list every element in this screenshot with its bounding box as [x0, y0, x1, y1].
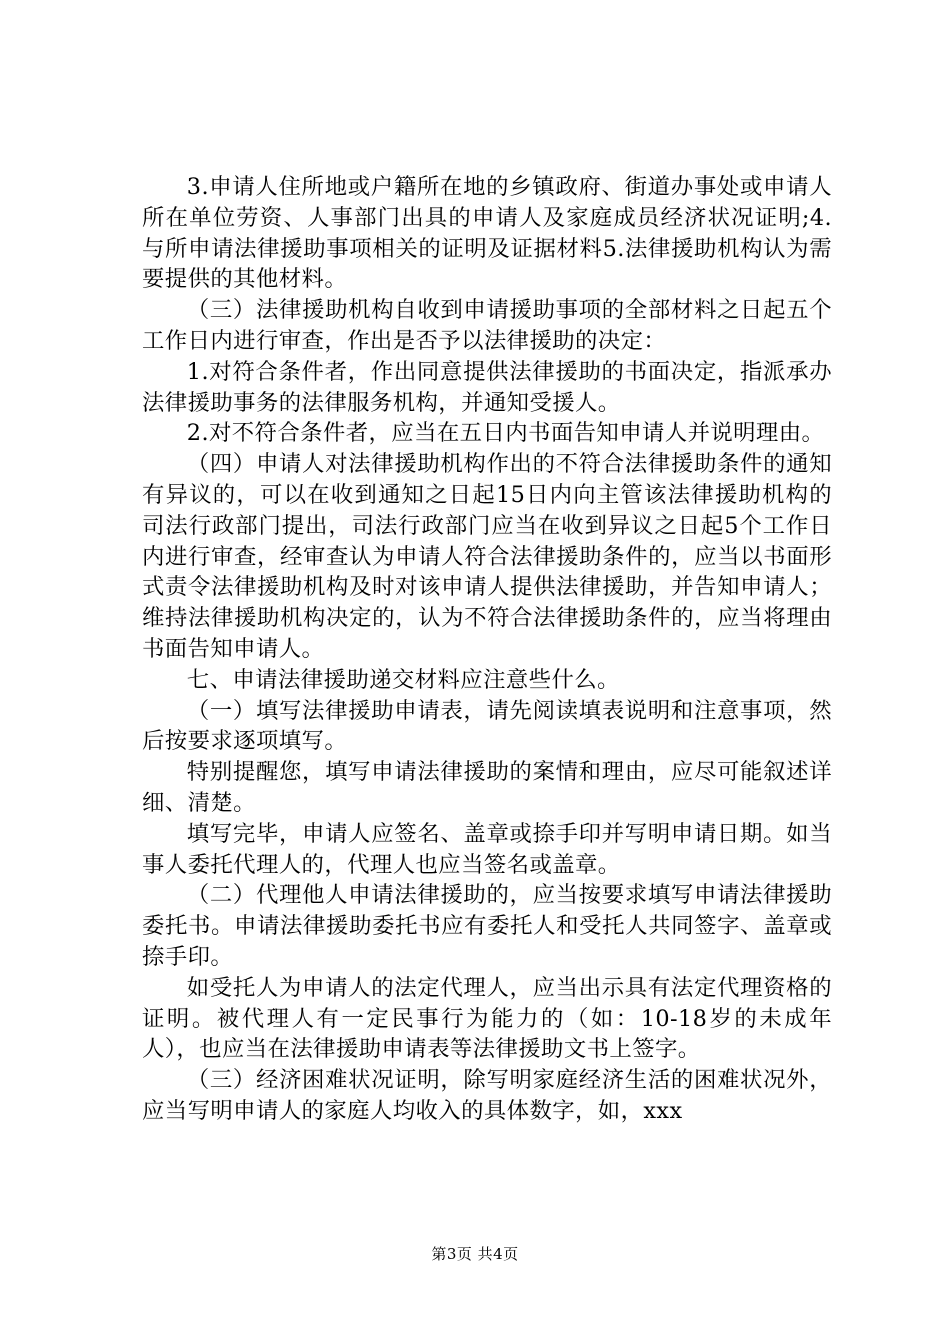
page-footer: 第3页 共4页	[431, 1245, 519, 1263]
paragraph-signature: 填写完毕，申请人应签名、盖章或捺手印并写明申请日期。如当事人委托代理人的，代理人也应当签名或盖章。	[142, 820, 832, 878]
paragraph-proxy: （二）代理他人申请法律援助的，应当按要求填写申请法律援助委托书。申请法律援助委托书应有委托人和受托人共同签字、盖章或捺手印。	[142, 882, 832, 970]
paragraph-reminder: 特别提醒您，填写申请法律援助的案情和理由，应尽可能叙述详细、清楚。	[142, 759, 832, 816]
paragraph-approval: 1.对符合条件者，作出同意提供法律援助的书面决定，指派承办法律援助事务的法律服务机构，并通知受援人。	[142, 358, 832, 416]
section-heading-seven: 七、申请法律援助递交材料应注意些什么。	[186, 666, 620, 693]
paragraph-review-period: （三）法律援助机构自收到申请援助事项的全部材料之日起五个工作日内进行审查，作出是否予以法律援助的决定：	[142, 297, 832, 354]
paragraph-economic-proof: （三）经济困难状况证明，除写明家庭经济生活的困难状况外，应当写明申请人的家庭人均收入的具体数字，如，xxx	[142, 1067, 832, 1124]
paragraph-materials-list: 3.申请人住所地或户籍所在地的乡镇政府、街道办事处或申请人所在单位劳资、人事部门出具的申请人及家庭成员经济状况证明;4.与所申请法律援助事项相关的证明及证据材料5.法律援助机构认为需要提供的其他材料。	[142, 174, 832, 293]
paragraph-fill-form: （一）填写法律援助申请表，请先阅读填表说明和注意事项，然后按要求逐项填写。	[142, 697, 832, 755]
document-body	[142, 172, 832, 1127]
paragraph-objection: （四）申请人对法律援助机构作出的不符合法律援助条件的通知有异议的，可以在收到通知之日起15日内向主管该法律援助机构的司法行政部门提出，司法行政部门应当在收到异议之日起5个工作日内进行审查，经审查认为申请人符合法律援助条件的，应当以书面形式责令法律援助机构及时对该申请人提供法律援助，并告知申请人；维持法律援助机构决定的，认为不符合法律援助条件的，应当将理由书面告知申请人。	[142, 451, 832, 662]
paragraph-rejection: 2.对不符合条件者，应当在五日内书面告知申请人并说明理由。	[186, 420, 825, 447]
paragraph-legal-guardian: 如受托人为申请人的法定代理人，应当出示具有法定代理资格的证明。被代理人有一定民事行为能力的（如：10-18岁的未成年人），也应当在法律援助申请表等法律援助文书上签字。	[142, 974, 832, 1063]
